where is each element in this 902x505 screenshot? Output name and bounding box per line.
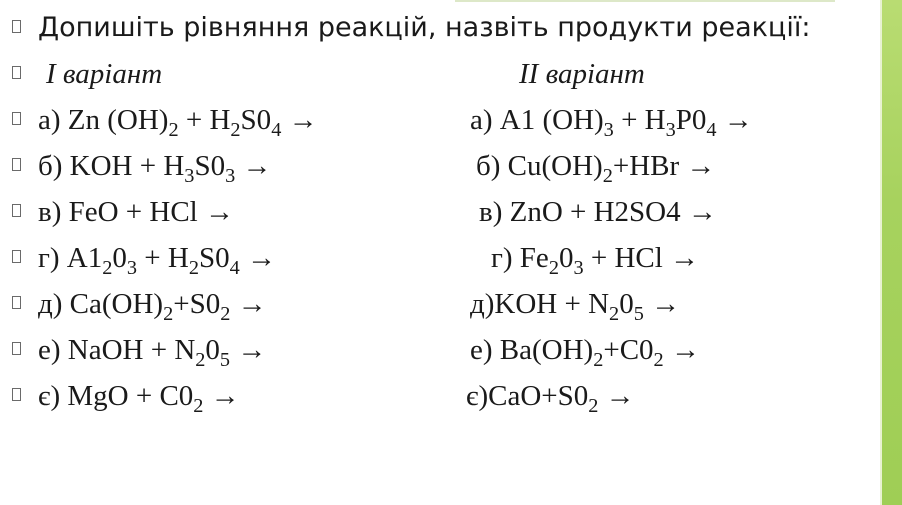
equation-row xyxy=(0,373,880,419)
equation-right: б) $Cu(OH)_2+HBr$ → xyxy=(476,150,716,188)
subscript: 4 xyxy=(271,119,282,142)
equation-left: д) $Ca(OH)_2+S0_2$ → xyxy=(38,288,267,326)
subscript: 2 xyxy=(593,349,604,372)
subscript: 2 xyxy=(163,303,174,326)
subscript: 3 xyxy=(184,165,195,188)
equation-row xyxy=(0,281,880,327)
subscript: 2 xyxy=(195,349,206,372)
equation-left: е) NaOH + $N_20_5$ → xyxy=(38,334,267,372)
bullet-icon xyxy=(12,112,21,125)
variant-1-label: І варіант xyxy=(46,58,163,90)
task-title: Допишіть рівняння реакцій, назвіть продукти реакції: xyxy=(38,12,811,43)
equation-left: є) MgO + $C0_2$ → xyxy=(38,380,240,418)
subscript: 3 xyxy=(573,257,584,280)
top-rule xyxy=(455,0,835,2)
slide-edge-decoration xyxy=(882,0,902,505)
equation-left: б) KOH + $H_3S0_3$ → xyxy=(38,150,272,188)
equation-row xyxy=(0,327,880,373)
subscript: 2 xyxy=(230,119,241,142)
title-row xyxy=(0,5,880,51)
equation-right: $д)KOH + N_20_5$ → xyxy=(470,288,681,326)
subscript: 4 xyxy=(229,257,240,280)
equation-right: а) A1 $(OH)_3 + H_3P0_4$ → xyxy=(470,104,753,142)
subscript: 2 xyxy=(653,349,664,372)
subscript: 2 xyxy=(548,257,559,280)
subscript: 2 xyxy=(188,257,199,280)
equation-left: а) Zn $(OH)_2 + H_2S0_4$ → xyxy=(38,104,318,142)
subscript: 3 xyxy=(665,119,676,142)
bullet-icon xyxy=(12,296,21,309)
subscript: 2 xyxy=(220,303,231,326)
bullet-icon xyxy=(12,158,21,171)
equation-row xyxy=(0,189,880,235)
equation-right: в) ZnO + H2SO4 → xyxy=(479,196,717,228)
subscript: 4 xyxy=(706,119,717,142)
equation-row xyxy=(0,97,880,143)
equation-left: в) FeO + HCl → xyxy=(38,196,234,228)
equation-left: г) $A1_20_3 + H_2S0_4$ → xyxy=(38,242,277,280)
variant-2-label: ІІ варіант xyxy=(519,58,645,90)
subscript: 5 xyxy=(219,349,231,372)
subscript: 2 xyxy=(168,119,179,142)
equation-row xyxy=(0,235,880,281)
subscript: 3 xyxy=(225,165,236,188)
bullet-icon xyxy=(12,204,21,217)
subscript: 2 xyxy=(609,303,620,326)
bullet-icon xyxy=(12,20,21,33)
bullet-icon xyxy=(12,250,21,263)
subscript: 2 xyxy=(102,257,113,280)
equation-right: г) $Fe_20_3$ + HCl → xyxy=(491,242,700,280)
equation-right: е) $Ba(OH)_2+C0_2$ → xyxy=(470,334,700,372)
bullet-icon xyxy=(12,342,21,355)
subscript: 5 xyxy=(633,303,644,326)
bullet-icon xyxy=(12,388,21,401)
subscript: 2 xyxy=(193,395,204,418)
subscript: 2 xyxy=(588,395,599,418)
subscript: 2 xyxy=(602,165,613,188)
subscript: 3 xyxy=(126,257,138,280)
subscript: 3 xyxy=(603,119,614,142)
equation-right: $є)CaO+S0_2$ → xyxy=(466,380,635,418)
bullet-icon xyxy=(12,66,21,79)
equation-row xyxy=(0,143,880,189)
variant-header-row xyxy=(0,51,880,97)
